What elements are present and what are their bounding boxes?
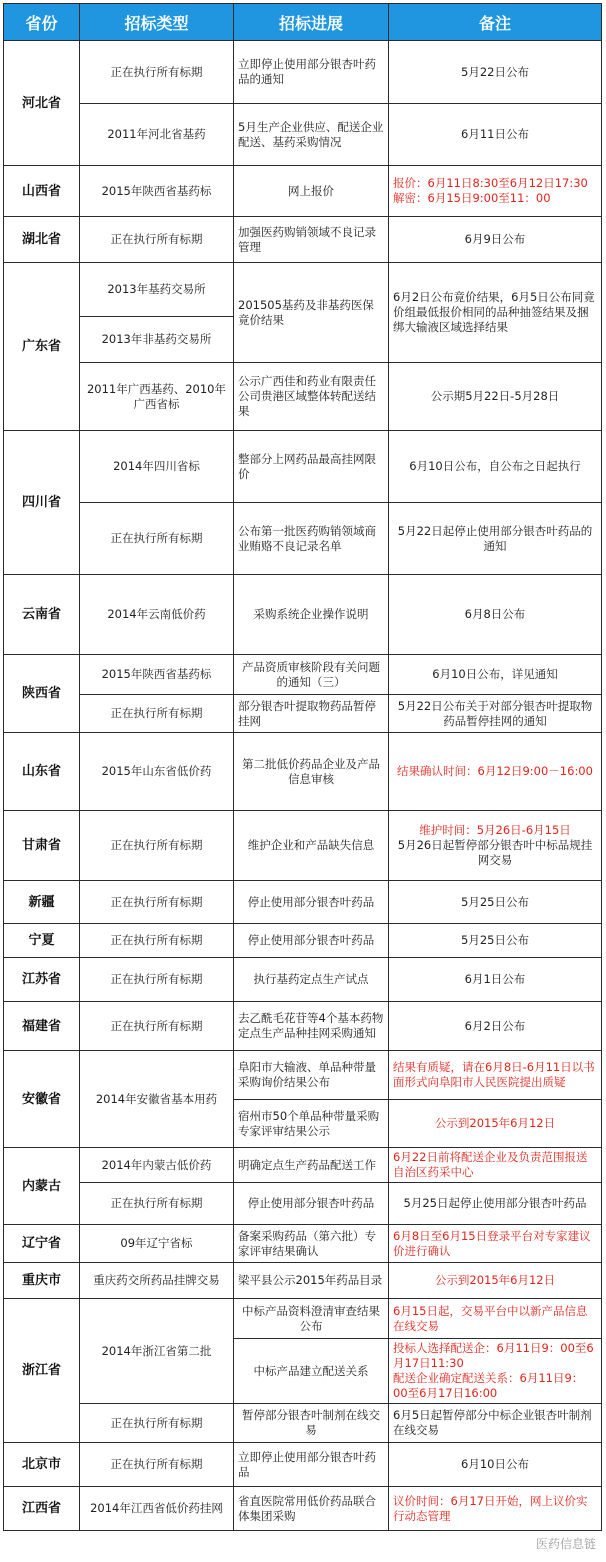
province-cell: 江西省 <box>4 1487 80 1531</box>
type-cell: 正在执行所有标期 <box>80 958 234 1002</box>
progress-cell: 梁平县公示2015年药品目录 <box>234 1263 389 1299</box>
progress-cell: 中标产品建立配送关系 <box>234 1339 389 1404</box>
table-row <box>4 1225 602 1263</box>
type-cell: 2014年云南低价药 <box>80 575 234 655</box>
progress-cell: 产品资质审核阶段有关问题的通知（三） <box>234 655 389 695</box>
table-row <box>4 811 602 881</box>
table-row <box>4 166 602 217</box>
note-cell: 6月2日公布 <box>389 1002 602 1051</box>
progress-cell: 中标产品资料澄清审查结果公布 <box>234 1299 389 1339</box>
header-note: 备注 <box>389 4 602 41</box>
table-row <box>4 1443 602 1487</box>
province-cell: 宁夏 <box>4 924 80 958</box>
table-row <box>4 1183 602 1225</box>
table-row <box>4 104 602 166</box>
province-cell: 山东省 <box>4 733 80 811</box>
note-cell: 公示到2015年6月12日 <box>389 1263 602 1299</box>
progress-cell: 宿州市50个单品种带量采购专家评审结果公示 <box>234 1100 389 1148</box>
note-cell: 5月22日公布 <box>389 41 602 104</box>
note-cell: 5月25日起停止使用部分银杏叶药品 <box>389 1183 602 1225</box>
progress-cell: 网上报价 <box>234 166 389 217</box>
progress-cell: 维护企业和产品缺失信息 <box>234 811 389 881</box>
progress-cell: 立即停止使用部分银杏叶药品的通知 <box>234 41 389 104</box>
type-cell: 重庆药交所药品挂牌交易 <box>80 1263 234 1299</box>
type-cell: 正在执行所有标期 <box>80 695 234 733</box>
note-cell: 5月22日起停止使用部分银杏叶药品的通知 <box>389 503 602 575</box>
type-cell: 正在执行所有标期 <box>80 881 234 924</box>
table-row <box>4 924 602 958</box>
note-cell: 公示到2015年6月12日 <box>389 1100 602 1148</box>
type-cell: 正在执行所有标期 <box>80 924 234 958</box>
type-cell: 2015年山东省低价药 <box>80 733 234 811</box>
type-cell: 正在执行所有标期 <box>80 811 234 881</box>
note-cell <box>389 166 602 217</box>
note-cell: 6月5日起暂停部分中标企业银杏叶制剂在线交易 <box>389 1404 602 1443</box>
table-row <box>4 1404 602 1443</box>
table-row <box>4 217 602 263</box>
progress-cell: 停止使用部分银杏叶药品 <box>234 924 389 958</box>
note-line: 5月26日起暂停部分银杏叶中标品规挂网交易 <box>397 838 593 867</box>
type-cell: 2013年非基药交易所 <box>80 317 234 363</box>
type-cell: 2014年内蒙古低价药 <box>80 1148 234 1183</box>
progress-cell: 备案采购药品（第六批）专家评审结果确认 <box>234 1225 389 1263</box>
note-cell: 6月10日公布 <box>389 1443 602 1487</box>
type-cell: 2011年广西基药、2010年广西省标 <box>80 363 234 431</box>
type-cell: 2014年浙江省第二批 <box>80 1299 234 1404</box>
note-cell: 6月1日公布 <box>389 958 602 1002</box>
province-cell: 安徽省 <box>4 1051 80 1148</box>
note-cell: 6月11日公布 <box>389 104 602 166</box>
progress-cell: 执行基药定点生产试点 <box>234 958 389 1002</box>
province-cell: 河北省 <box>4 41 80 166</box>
province-cell: 湖北省 <box>4 217 80 263</box>
type-cell: 2015年陕西省基药标 <box>80 166 234 217</box>
table-row <box>4 1002 602 1051</box>
table-row <box>4 733 602 811</box>
table-row <box>4 695 602 733</box>
note-cell: 6月9日公布 <box>389 217 602 263</box>
type-cell: 09年辽宁省标 <box>80 1225 234 1263</box>
province-cell: 江苏省 <box>4 958 80 1002</box>
note-cell: 公示期5月22日-5月28日 <box>389 363 602 431</box>
note-cell: 结果确认时间：6月12日9:00－16:00 <box>389 733 602 811</box>
table-row <box>4 575 602 655</box>
note-cell: 5月25日公布 <box>389 881 602 924</box>
type-cell: 正在执行所有标期 <box>80 1404 234 1443</box>
progress-cell: 公布第一批医药购销领域商业贿赂不良记录名单 <box>234 503 389 575</box>
note-line: 维护时间：5月26日-6月15日 <box>419 823 571 837</box>
type-cell: 2014年四川省标 <box>80 431 234 503</box>
type-cell: 正在执行所有标期 <box>80 1183 234 1225</box>
note-cell <box>389 1339 602 1404</box>
table-row <box>4 1263 602 1299</box>
progress-cell: 整部分上网药品最高挂网限价 <box>234 431 389 503</box>
table-row <box>4 1051 602 1100</box>
progress-cell: 加强医药购销领域不良记录管理 <box>234 217 389 263</box>
watermark: 医药信息链 <box>535 1537 596 1551</box>
province-cell: 内蒙古 <box>4 1148 80 1225</box>
province-cell: 浙江省 <box>4 1299 80 1443</box>
type-cell: 正在执行所有标期 <box>80 41 234 104</box>
table-row <box>4 958 602 1002</box>
progress-cell: 阜阳市大输液、单品种带量采购询价结果公布 <box>234 1051 389 1100</box>
progress-cell: 201505基药及非基药医保竟价结果 <box>234 263 389 363</box>
province-cell: 辽宁省 <box>4 1225 80 1263</box>
note-cell <box>389 811 602 881</box>
type-cell: 正在执行所有标期 <box>80 217 234 263</box>
progress-cell: 暂停部分银杏叶制剂在线交易 <box>234 1404 389 1443</box>
table-row <box>4 503 602 575</box>
note-line: 配送企业确定配送关系：6月11日9：00至6月17日16:00 <box>393 1371 584 1400</box>
province-cell: 北京市 <box>4 1443 80 1487</box>
note-cell: 6月8日公布 <box>389 575 602 655</box>
type-cell: 2011年河北省基药 <box>80 104 234 166</box>
note-line: 投标人选择配送企：6月11日9：00至6月17日11:30 <box>393 1341 594 1370</box>
progress-cell: 去乙酰毛花苷等4个基本药物定点生产品种挂网采购通知 <box>234 1002 389 1051</box>
note-cell: 6月15日起，交易平台中以新产品信息在线交易 <box>389 1299 602 1339</box>
note-cell: 议价时间：6月17日开始，网上议价实行动态管理 <box>389 1487 602 1531</box>
table-row <box>4 41 602 104</box>
table-row <box>4 1299 602 1339</box>
province-cell: 云南省 <box>4 575 80 655</box>
table-row <box>4 1148 602 1183</box>
progress-cell: 5月生产企业供应、配送企业配送、基药采购情况 <box>234 104 389 166</box>
note-cell: 6月22日前将配送企业及负责范围报送自治区药采中心 <box>389 1148 602 1183</box>
type-cell: 正在执行所有标期 <box>80 1002 234 1051</box>
province-cell: 新疆 <box>4 881 80 924</box>
type-cell: 正在执行所有标期 <box>80 503 234 575</box>
province-cell: 重庆市 <box>4 1263 80 1299</box>
progress-cell: 部分银杏叶提取物药品暂停挂网 <box>234 695 389 733</box>
note-cell: 5月25日公布 <box>389 924 602 958</box>
progress-cell: 明确定点生产药品配送工作 <box>234 1148 389 1183</box>
progress-cell: 立即停止使用部分银杏叶药品 <box>234 1443 389 1487</box>
table-row <box>4 1487 602 1531</box>
type-cell: 2014年江西省低价药挂网 <box>80 1487 234 1531</box>
province-cell: 甘肃省 <box>4 811 80 881</box>
province-cell: 广东省 <box>4 263 80 431</box>
type-cell: 2015年陕西省基药标 <box>80 655 234 695</box>
progress-cell: 停止使用部分银杏叶药品 <box>234 1183 389 1225</box>
header-type: 招标类型 <box>80 4 234 41</box>
note-line: 解密：6月15日9:00至11：00 <box>393 191 551 205</box>
note-cell: 6月10日公布，详见通知 <box>389 655 602 695</box>
note-cell: 6月2日公布竟价结果，6月5日公布同竟价组最低报价相同的品种抽签结果及捆绑大输液区域选择结果 <box>389 263 602 363</box>
progress-cell: 采购系统企业操作说明 <box>234 575 389 655</box>
type-cell: 2013年基药交易所 <box>80 263 234 317</box>
progress-cell: 第二批低价药品企业及产品信息审核 <box>234 733 389 811</box>
note-line: 报价：6月11日8:30至6月12日17:30 <box>393 176 588 190</box>
province-cell: 山西省 <box>4 166 80 217</box>
province-cell: 四川省 <box>4 431 80 575</box>
note-cell: 6月8日至6月15日登录平台对专家建议价进行确认 <box>389 1225 602 1263</box>
table-row <box>4 363 602 431</box>
type-cell: 2014年安徽省基本用药 <box>80 1051 234 1148</box>
progress-cell: 公示广西佳和药业有限责任公司贵港区域整体转配送结果 <box>234 363 389 431</box>
header-row <box>4 4 602 41</box>
header-province: 省份 <box>4 4 80 41</box>
header-progress: 招标进展 <box>234 4 389 41</box>
table-row <box>4 431 602 503</box>
note-cell: 结果有质疑，请在6月8日-6月11日以书面形式向阜阳市人民医院提出质疑 <box>389 1051 602 1100</box>
progress-cell: 省直医院常用低价药品联合体集团采购 <box>234 1487 389 1531</box>
table-row <box>4 881 602 924</box>
table-row <box>4 263 602 317</box>
table-row <box>4 655 602 695</box>
note-cell: 5月22日公布关于对部分银杏叶提取物药品暂停挂网的通知 <box>389 695 602 733</box>
progress-cell: 停止使用部分银杏叶药品 <box>234 881 389 924</box>
type-cell: 正在执行所有标期 <box>80 1443 234 1487</box>
note-cell: 6月10日公布，自公布之日起执行 <box>389 431 602 503</box>
province-cell: 陕西省 <box>4 655 80 733</box>
tender-table <box>3 3 602 1531</box>
province-cell: 福建省 <box>4 1002 80 1051</box>
